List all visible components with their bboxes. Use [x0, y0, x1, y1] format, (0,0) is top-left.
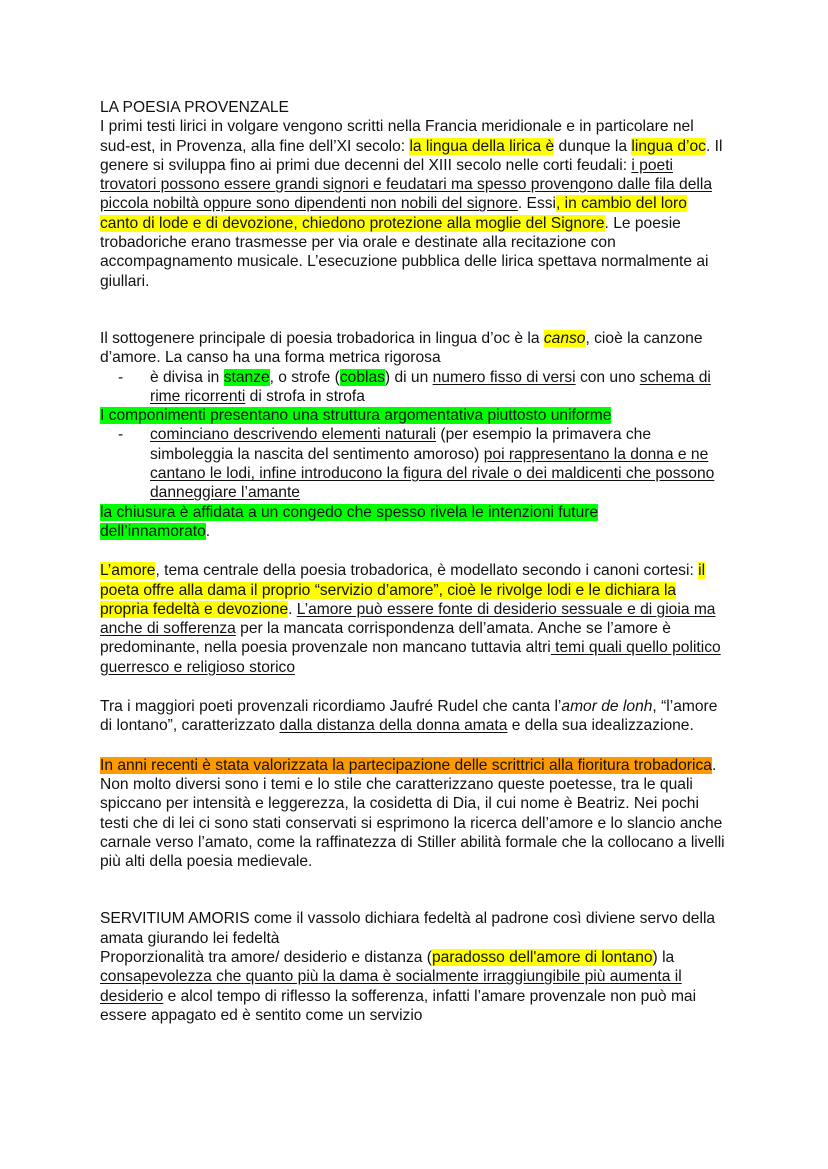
- text: . Il genere si sviluppa fino ai primi due decenni del XIII secolo nelle corti feudali:: [100, 137, 723, 174]
- underlined-text: temi quali quello politico guerresco e religioso storico: [100, 639, 721, 676]
- text: . Le poesie trobadoriche erano trasmesse per via orale e destinate alla recitazione con accompagnamento musicale. L’esecuzione pubblica delle lirica spettava normalmente ai giullari.: [100, 214, 709, 290]
- highlight-yellow: la lingua della lirica è: [409, 137, 555, 155]
- text: di strofa in strofa: [245, 387, 365, 405]
- text: Proporzionalità tra amore/ desiderio e distanza (: [100, 948, 432, 966]
- paragraph-amore: [100, 561, 728, 677]
- paragraph-canso: [100, 329, 728, 541]
- text: , o strofe (: [269, 368, 340, 386]
- text: , “l’amore di lontano”, caratterizzato: [100, 698, 718, 735]
- highlight-yellow: canso: [543, 329, 586, 347]
- text: dunque la: [554, 137, 632, 155]
- paragraph-jaufre-rudel: [100, 697, 728, 736]
- highlight-yellow: , in cambio del loro canto di lode e di devozione, chiedono protezione alla moglie del Signore: [100, 195, 687, 232]
- underlined-text: L’amore può essere fonte di desiderio sessuale e di gioia ma anche di sofferenza: [100, 600, 716, 638]
- text: ) la: [652, 948, 675, 966]
- text: Il sottogenere principale di poesia trobadorica in lingua d’oc è la: [100, 329, 544, 347]
- highlight-yellow: il poeta offre alla dama il proprio “servizio d’amore”, cioè le rivolge lodi e le dichiara la propria fedeltà e devozione: [100, 562, 706, 618]
- highlight-orange: In anni recenti è stata valorizzata la partecipazione delle scrittrici alla fioritura trobadorica: [100, 756, 712, 774]
- text: con uno: [575, 368, 640, 386]
- bullet-list: [100, 425, 728, 502]
- paragraph-servitium: [100, 909, 728, 1025]
- bullet-list: [100, 368, 728, 407]
- page-title: LA POESIA PROVENZALE: [100, 99, 289, 116]
- paragraph-scrittrici: [100, 756, 728, 872]
- text: . Essi: [517, 195, 556, 213]
- highlight-green: I componimenti presentano una struttura argomentativa piuttosto uniforme: [100, 407, 612, 425]
- text: (per esempio la primavera che simboleggia la nascita del sentimento amoroso): [150, 426, 651, 463]
- text: . Non molto diversi sono i temi e lo stile che caratterizzano queste poetesse, tra le quali spiccano per intensità e leggerezza, la cosidetta di Dia, il cui nome è Beatriz. Nei pochi testi che di lei ci sono stati conservati si esprimono la ricerca dell’amore e lo slancio anche carnale verso l’amato, come la raffinatezza di Stiller abilità formale che la collocano a livelli più alti della poesia medievale.: [100, 756, 725, 871]
- underlined-text: i poeti trovatori possono essere grandi signori e feudatari ma spesso provengono dalle fila della piccola nobiltà oppure sono dipendenti non nobili del signore: [100, 156, 712, 213]
- text: .: [288, 600, 297, 618]
- text: ) di un: [384, 368, 433, 386]
- highlight-yellow: lingua d’oc: [631, 137, 706, 155]
- text: è divisa in: [150, 368, 224, 386]
- highlight-green: coblas: [339, 368, 385, 386]
- text: I primi testi lirici in volgare vengono scritti nella Francia meridionale e in particolare nel sud-est, in Provenza, alla fine dell’XI secolo:: [100, 118, 694, 155]
- underlined-text: cominciano descrivendo elementi naturali: [150, 426, 437, 444]
- text: Tra i maggiori poeti provenzali ricordiamo Jaufré Rudel che canta l’: [100, 698, 562, 716]
- text: SERVITIUM AMORIS come il vassolo dichiara fedeltà al padrone così diviene servo della amata giurando lei fedeltà: [100, 910, 716, 947]
- underlined-text: dalla distanza della donna amata: [279, 717, 508, 735]
- highlight-yellow: L’amore: [100, 562, 156, 580]
- text: , tema centrale della poesia trobadorica, è modellato secondo i canoni cortesi:: [155, 562, 699, 580]
- highlight-green: stanze: [223, 368, 270, 386]
- highlight-green: la chiusura è affidata a un congedo che spesso rivela le intenzioni future dell’innamorato: [100, 503, 599, 540]
- highlight-yellow: paradosso dell'amore di lontano: [431, 948, 653, 966]
- paragraph-intro: [100, 117, 728, 291]
- italic-text: amor de lonh: [561, 698, 653, 716]
- list-item: [100, 368, 728, 407]
- text: e alcol tempo di riflesso la sofferenza, infatti l’amare provenzale non può mai essere appagato ed è sentito come un servizio: [100, 987, 697, 1024]
- text: per la mancata corrispondenza dell’amata. Anche se l’amore è predominante, nella poesia provenzale non mancano tuttavia altri: [100, 620, 671, 657]
- underlined-text: poi rappresentano la donna e ne cantano le lodi, infine introducono la figura del rivale o dei maldicenti che possono danneggiare l’amante: [150, 445, 715, 502]
- underlined-text: consapevolezza che quanto più la dama è socialmente irraggiungibile più aumenta il desiderio: [100, 968, 682, 1005]
- text: .: [205, 522, 211, 540]
- text: e della sua idealizzazione.: [507, 717, 694, 735]
- underlined-text: numero fisso di versi: [432, 368, 576, 386]
- text: , cioè la canzone d’amore. La canso ha una forma metrica rigorosa: [100, 329, 703, 367]
- underlined-text: schema di rime ricorrenti: [150, 368, 711, 405]
- list-item: [100, 425, 728, 502]
